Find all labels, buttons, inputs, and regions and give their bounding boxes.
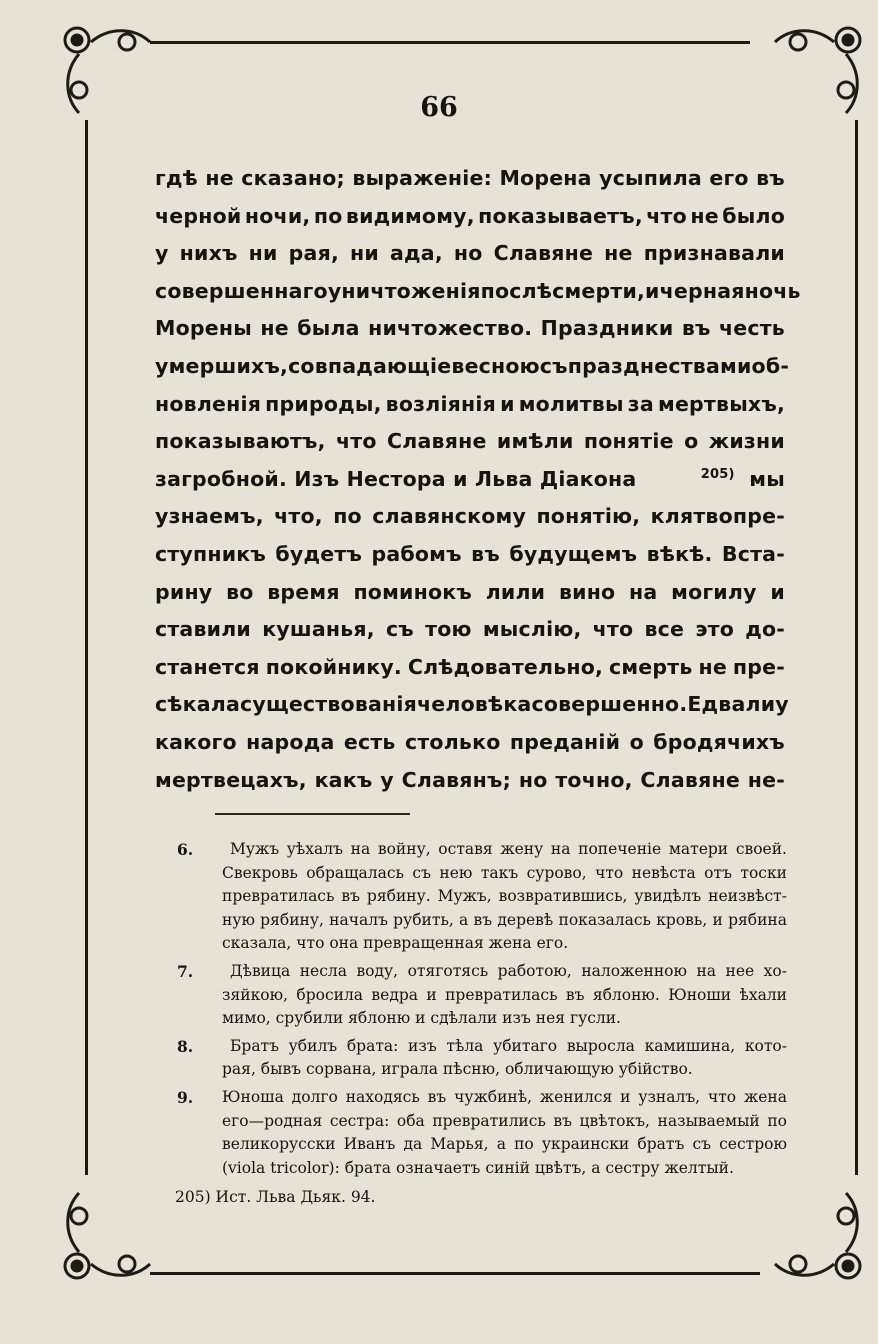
footnote-line: (viola tricolor): брата означаетъ синій цвѣтъ, а сестру желтый.	[222, 1158, 734, 1177]
source-note: 205) Ист. Льва Дьяк. 94.	[175, 1188, 376, 1207]
word: узнаемъ,	[155, 504, 264, 529]
word: въ	[681, 316, 711, 341]
word: ставили	[155, 617, 251, 642]
word: не	[698, 654, 727, 679]
footnote-line: рая, бывъ сорвана, играла пѣсню, обличающую убійство.	[222, 1060, 693, 1079]
word: тою	[425, 617, 472, 642]
word: об-	[751, 353, 790, 378]
word: ступникъ	[155, 541, 267, 566]
word: ни	[248, 241, 278, 266]
word: о	[629, 729, 644, 754]
word: уничтоженія	[327, 278, 481, 303]
text-line	[155, 273, 801, 311]
word: за	[627, 391, 654, 416]
word: ночи,	[244, 203, 311, 228]
word: и	[770, 579, 785, 604]
footnote-body	[222, 960, 787, 1031]
word: славянскому	[372, 504, 527, 529]
word: время	[267, 579, 340, 604]
word: что	[646, 203, 687, 228]
word: вѣкѣ.	[646, 541, 713, 566]
word: бродячихъ	[653, 729, 785, 754]
word: рабомъ	[371, 541, 462, 566]
word: показываетъ,	[478, 203, 643, 228]
word: жизни	[708, 429, 785, 454]
word: не	[205, 166, 234, 190]
word: будущемъ	[509, 541, 638, 566]
word: Праздники	[540, 316, 674, 341]
word: ни	[350, 241, 379, 266]
word: не	[604, 241, 633, 266]
footnote-number: 8.	[177, 1036, 194, 1056]
word: видимому,	[345, 203, 475, 228]
footnote-separator	[215, 813, 410, 815]
word: рая,	[288, 241, 339, 266]
text-line-part: загробной. Изъ Нестора и Льва Діакона	[155, 466, 637, 491]
frame-left-rule	[85, 120, 88, 1175]
word: пре-	[732, 654, 785, 679]
footnote-line: Мужъ уѣхалъ на войну, оставя жену на попеченіе матери своей.	[230, 840, 787, 858]
word: не-	[747, 767, 785, 792]
frame-right-rule	[855, 120, 858, 1175]
word: Морена	[499, 166, 592, 190]
word: клятвопре-	[650, 504, 785, 529]
word: вино	[558, 579, 616, 604]
word: но	[453, 241, 483, 266]
frame-bottom-rule	[150, 1272, 760, 1275]
word: у	[775, 692, 789, 717]
word: и	[500, 391, 515, 416]
word: ада,	[390, 241, 443, 266]
word: преданій	[509, 729, 621, 754]
footnote-line: Юноша долго находясь въ чужбинѣ, женился и узналъ, что жена	[222, 1087, 787, 1106]
word: показываютъ,	[155, 429, 326, 454]
word: была	[297, 316, 360, 341]
word: черная	[659, 278, 745, 303]
word: весною	[451, 353, 540, 378]
footnote-line: его—родная сестра: оба превратились въ цвѣтокъ, называемый по	[222, 1111, 787, 1130]
footnote-line: Братъ убилъ брата: изъ тѣла убитаго выросла камишина, кото-	[230, 1036, 787, 1055]
word: во	[226, 579, 254, 604]
footnote-body	[222, 1035, 787, 1082]
footnote-line: превратилась въ рябину. Мужъ, возвратившись, увидѣлъ неизвѣст-	[222, 887, 787, 906]
text-line-part: мы	[749, 466, 785, 491]
word: мертвыхъ,	[658, 391, 785, 416]
text-line	[155, 611, 785, 649]
footnote-9	[175, 1086, 787, 1180]
text-line	[155, 160, 785, 198]
word: въ	[756, 166, 785, 190]
word: возліянія	[385, 391, 496, 416]
word: съ	[539, 353, 568, 378]
word: по	[333, 504, 362, 529]
word: черной	[155, 203, 242, 228]
word: смерти,	[552, 278, 646, 303]
word: на	[629, 579, 658, 604]
word: гдѣ	[155, 166, 198, 190]
text-line	[155, 762, 785, 800]
word: будетъ	[275, 541, 363, 566]
word: ничтожество.	[368, 316, 533, 341]
word: Славянъ;	[401, 767, 512, 792]
text-line	[155, 649, 785, 687]
word: признавали	[643, 241, 785, 266]
footnote-line: великорусски Иванъ да Марья, а по украински братъ съ сестрою	[222, 1135, 787, 1154]
word: Славяне	[640, 767, 740, 792]
text-line	[155, 310, 785, 348]
footnote-line: сказала, что она превращенная жена его.	[222, 934, 569, 953]
word: могилу	[671, 579, 757, 604]
word: природы,	[265, 391, 382, 416]
footnote-number: 9.	[177, 1087, 194, 1107]
word: сказано;	[241, 166, 345, 190]
footnote-line: Свекровь обращалась съ нею такъ сурово, что невѣста отъ тоски	[222, 863, 787, 882]
word: совершенно.	[531, 692, 688, 717]
footnote-7	[175, 960, 787, 1031]
word: празднествами	[567, 353, 752, 378]
word: рину	[155, 579, 213, 604]
footnote-number: 6.	[177, 840, 194, 859]
text-line	[155, 498, 785, 536]
word: есть	[343, 729, 396, 754]
footnote-body	[222, 1086, 787, 1180]
word: поминокъ	[353, 579, 472, 604]
word: молитвы	[518, 391, 624, 416]
word: что	[336, 429, 377, 454]
word: не	[690, 203, 719, 228]
text-line	[155, 198, 785, 236]
footnote-number: 7.	[177, 961, 194, 981]
word: о	[684, 429, 699, 454]
text-line	[155, 686, 789, 724]
footnote-body	[222, 838, 787, 956]
word: понятію,	[536, 504, 641, 529]
footnote-line: Дѣвица несла воду, отяготясь работою, наложенною на нее хо-	[230, 961, 787, 980]
frame-top-rule	[150, 41, 750, 44]
footnote-line: зяйкою, бросила ведра и превратилась въ яблоню. Юноши ѣхали	[222, 985, 787, 1004]
word: точно,	[555, 767, 633, 792]
word: совершеннаго	[155, 278, 328, 303]
word: по	[313, 203, 343, 228]
text-line	[155, 724, 785, 762]
word: было	[722, 203, 785, 228]
word: совпадающіе	[288, 353, 452, 378]
footnote-6	[175, 838, 787, 956]
word: Вста-	[721, 541, 785, 566]
page-number: 66	[420, 92, 458, 123]
word: Славяне	[387, 429, 487, 454]
word: послѣ	[480, 278, 553, 303]
word: въ	[471, 541, 500, 566]
word: Едвали	[687, 692, 776, 717]
word: и	[645, 278, 660, 303]
text-line	[155, 235, 785, 273]
text-line	[155, 574, 785, 612]
word: у	[380, 767, 394, 792]
word: мыслію,	[482, 617, 582, 642]
main-text	[155, 160, 801, 799]
corner-ornament-icon	[55, 1178, 165, 1288]
word: покойнику.	[265, 654, 402, 679]
word: существованія	[240, 692, 417, 717]
footnote-reference[interactable]: 205)	[700, 466, 735, 482]
word: что	[592, 617, 634, 642]
text-line	[155, 461, 785, 499]
word: лили	[485, 579, 546, 604]
word: человѣка	[416, 692, 532, 717]
word: мертвецахъ,	[155, 767, 307, 792]
text-line	[155, 386, 785, 424]
word: до-	[745, 617, 785, 642]
word: все	[644, 617, 685, 642]
word: Слѣдовательно,	[407, 654, 604, 679]
word: станется	[155, 654, 260, 679]
word: его	[709, 166, 749, 190]
word: усыпила	[599, 166, 702, 190]
word: съ	[385, 617, 414, 642]
word: кушанья,	[262, 617, 375, 642]
word: какъ	[314, 767, 373, 792]
footnote-line: мимо, срубили яблоню и сдѣлали изъ нея гусли.	[222, 1009, 621, 1028]
footnote-reference-group	[701, 461, 785, 499]
word: не	[260, 316, 289, 341]
footnotes	[175, 838, 787, 1210]
footnote-8	[175, 1035, 787, 1082]
text-line	[155, 348, 790, 386]
footnote-line: ную рябину, началъ рубить, а въ деревѣ показалась кровь, и рябина	[222, 910, 787, 929]
word: Морены	[155, 316, 252, 341]
word: умершихъ,	[155, 353, 289, 378]
word: смерть	[609, 654, 693, 679]
word: нихъ	[179, 241, 238, 266]
word: честь	[718, 316, 785, 341]
word: новленія	[155, 391, 262, 416]
word: это	[695, 617, 735, 642]
text-line	[155, 536, 785, 574]
word: но	[518, 767, 548, 792]
text-line	[155, 423, 785, 461]
word: что,	[274, 504, 323, 529]
word: какого	[155, 729, 237, 754]
word: сѣкала	[155, 692, 241, 717]
word: у	[155, 241, 169, 266]
word: столько	[404, 729, 501, 754]
word: Славяне	[493, 241, 594, 266]
word: народа	[246, 729, 335, 754]
word: имѣли	[496, 429, 574, 454]
word: выраженіе:	[352, 166, 493, 190]
word: ночь	[744, 278, 801, 303]
word: понятіе	[583, 429, 674, 454]
